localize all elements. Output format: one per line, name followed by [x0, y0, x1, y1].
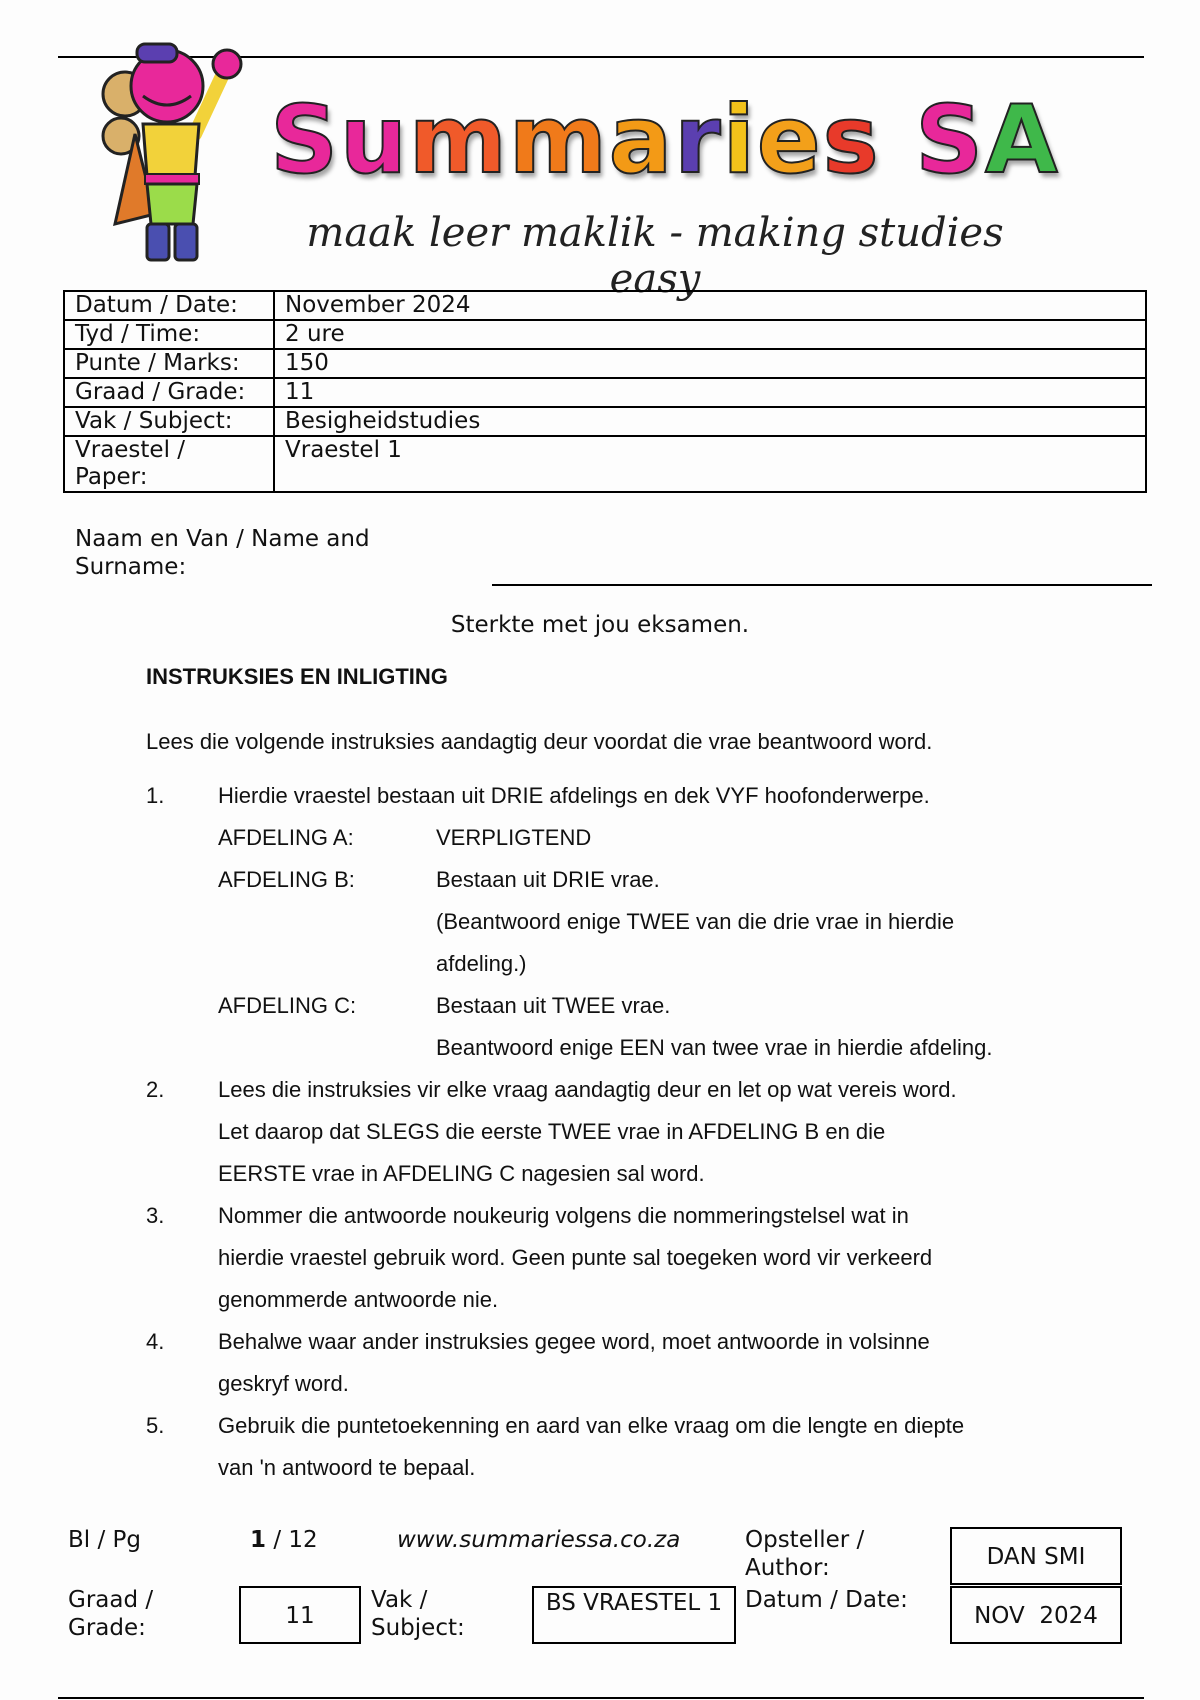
date-box: NOV 2024 — [950, 1586, 1122, 1644]
table-row — [64, 436, 1146, 492]
item-text: Behalwe waar ander instruksies gegee word, moet antwoorde in volsinne — [218, 1329, 930, 1354]
list-item-continuation — [146, 1363, 1086, 1405]
info-label: Graad / Grade: — [64, 378, 274, 407]
list-item — [146, 1321, 1086, 1363]
section-c-label: AFDELING C: — [218, 993, 357, 1018]
list-item — [146, 775, 1086, 817]
table-row — [64, 349, 1146, 378]
name-surname-field[interactable] — [492, 584, 1152, 586]
section-a-label: AFDELING A: — [218, 825, 354, 850]
item-number: 2. — [146, 1077, 165, 1102]
info-value: 11 — [274, 378, 1146, 407]
info-value: 150 — [274, 349, 1146, 378]
info-label: Datum / Date: — [64, 291, 274, 320]
good-luck-message: Sterkte met jou eksamen. — [450, 612, 750, 638]
instructions-list — [146, 775, 1086, 1489]
info-value: 2 ure — [274, 320, 1146, 349]
table-row — [64, 320, 1146, 349]
section-b-label: AFDELING B: — [218, 867, 355, 892]
info-value: November 2024 — [274, 291, 1146, 320]
table-row — [64, 407, 1146, 436]
section-row — [146, 859, 1086, 901]
list-item-continuation — [146, 1237, 1086, 1279]
section-b-note: (Beantwoord enige TWEE van die drie vrae in hierdie — [436, 909, 955, 934]
list-item — [146, 1069, 1086, 1111]
name-surname-label: Naam en Van / Name and Surname: — [75, 526, 370, 580]
info-label: Vak / Subject: — [64, 407, 274, 436]
list-item-continuation — [146, 1111, 1086, 1153]
subject-label: Vak / Subject: — [371, 1587, 465, 1641]
item-text: Hierdie vraestel bestaan uit DRIE afdelings en dek VYF hoofonderwerpe. — [218, 783, 930, 808]
list-item-continuation — [146, 1279, 1086, 1321]
section-row — [146, 1027, 1086, 1069]
info-label: Vraestel / Paper: — [64, 436, 274, 492]
item-number: 1. — [146, 783, 165, 808]
grade-label: Graad / Grade: — [68, 1587, 154, 1641]
item-text: EERSTE vrae in AFDELING C nagesien sal word. — [218, 1161, 705, 1186]
date-label: Datum / Date: — [745, 1587, 908, 1613]
instructions-heading: INSTRUKSIES EN INLIGTING — [146, 664, 448, 689]
mascot-icon — [95, 24, 255, 274]
bottom-rule — [58, 1697, 1144, 1699]
page-total: / 12 — [273, 1527, 318, 1553]
section-row — [146, 985, 1086, 1027]
section-row — [146, 943, 1086, 985]
item-number: 3. — [146, 1203, 165, 1228]
section-b-note: afdeling.) — [436, 951, 527, 976]
table-row — [64, 291, 1146, 320]
exam-info-table — [63, 290, 1147, 493]
info-label: Punte / Marks: — [64, 349, 274, 378]
brand-tagline: maak leer maklik - making studies easy — [306, 210, 1004, 302]
logo — [95, 24, 1105, 302]
page-number — [250, 1526, 318, 1554]
list-item — [146, 1405, 1086, 1447]
section-row — [146, 817, 1086, 859]
page-current: 1 — [250, 1527, 267, 1553]
grade-box: 11 — [239, 1586, 361, 1644]
item-text: genommerde antwoorde nie. — [218, 1287, 499, 1312]
info-value: Besigheidstudies — [274, 407, 1146, 436]
list-item-continuation — [146, 1153, 1086, 1195]
author-label: Opsteller / Author: — [745, 1527, 865, 1581]
instructions-intro: Lees die volgende instruksies aandagtig deur voordat die vrae beantwoord word. — [146, 729, 933, 754]
section-b-value: Bestaan uit DRIE vrae. — [436, 867, 660, 892]
table-row — [64, 378, 1146, 407]
item-text: van 'n antwoord te bepaal. — [218, 1455, 476, 1480]
list-item-continuation — [146, 1447, 1086, 1489]
item-number: 5. — [146, 1413, 165, 1438]
section-c-value: Bestaan uit TWEE vrae. — [436, 993, 671, 1018]
section-a-value: VERPLIGTEND — [436, 825, 592, 850]
section-c-note: Beantwoord enige EEN van twee vrae in hierdie afdeling. — [436, 1035, 993, 1060]
item-text: geskryf word. — [218, 1371, 349, 1396]
item-text: Gebruik die puntetoekenning en aard van elke vraag om die lengte en diepte — [218, 1413, 965, 1438]
item-text: Lees die instruksies vir elke vraag aandagtig deur en let op wat vereis word. — [218, 1077, 957, 1102]
item-text: Nommer die antwoorde noukeurig volgens die nommeringstelsel wat in — [218, 1203, 909, 1228]
page-label: Bl / Pg — [68, 1527, 142, 1553]
brand-logo-text: Summaries SA — [270, 86, 1060, 195]
list-item — [146, 1195, 1086, 1237]
info-value: Vraestel 1 — [274, 436, 1146, 492]
item-text: Let daarop dat SLEGS die eerste TWEE vrae in AFDELING B en die — [218, 1119, 886, 1144]
subject-box: BS VRAESTEL 1 — [532, 1586, 736, 1644]
section-row — [146, 901, 1086, 943]
item-text: hierdie vraestel gebruik word. Geen punte sal toegeken word vir verkeerd — [218, 1245, 933, 1270]
item-number: 4. — [146, 1329, 165, 1354]
info-label: Tyd / Time: — [64, 320, 274, 349]
author-box: DAN SMI — [950, 1527, 1122, 1585]
website-link[interactable]: www.summariessa.co.za — [397, 1527, 681, 1553]
